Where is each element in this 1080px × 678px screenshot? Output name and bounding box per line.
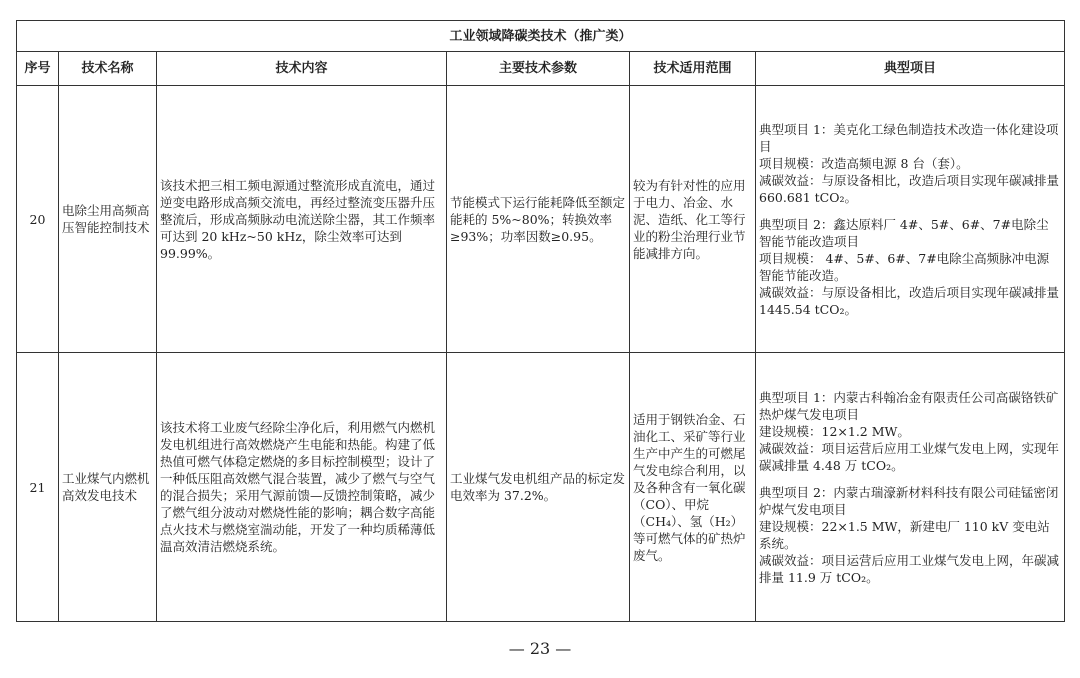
row-typical-projects <box>756 86 1065 353</box>
row-tech-name: 工业煤气内燃机高效发电技术 <box>59 353 157 622</box>
typical-project-block <box>759 216 1061 318</box>
header-tech-content: 技术内容 <box>157 52 447 86</box>
header-scope: 技术适用范围 <box>630 52 756 86</box>
typical-project-block <box>759 484 1061 586</box>
header-tech-name: 技术名称 <box>59 52 157 86</box>
project-title: 典型项目 2：鑫达原料厂 4#、5#、6#、7#电除尘智能节能改造项目 <box>759 216 1049 249</box>
typical-project-block <box>759 121 1061 206</box>
row-scope: 较为有针对性的应用于电力、冶金、水泥、造纸、化工等行业的粉尘治理行业节能减排方向。 <box>630 86 756 353</box>
project-carbon-benefit: 减碳效益：项目运营后应用工业煤气发电上网，实现年碳减排量 4.48 万 tCO₂。 <box>759 440 1060 473</box>
row-tech-name: 电除尘用高频高压智能控制技术 <box>59 86 157 353</box>
table-title: 工业领域降碳类技术（推广类） <box>17 21 1065 52</box>
project-carbon-benefit: 减碳效益：项目运营后应用工业煤气发电上网，年碳减排量 11.9 万 tCO₂。 <box>759 552 1060 585</box>
project-scale: 建设规模：12×1.2 MW。 <box>759 423 910 439</box>
project-scale: 项目规模：改造高频电源 8 台（套）。 <box>759 155 969 171</box>
row-scope: 适用于钢铁冶金、石油化工、采矿等行业生产中产生的可燃尾气发电综合利用，以及各种含有一氧化碳（CO）、甲烷（CH₄）、氢（H₂）等可燃气体的矿热炉废气。 <box>630 353 756 622</box>
table-row <box>17 353 1065 622</box>
project-carbon-benefit: 减碳效益：与原设备相比，改造后项目实现年碳减排量 1445.54 tCO₂。 <box>759 284 1060 317</box>
row-main-params: 工业煤气发电机组产品的标定发电效率为 37.2%。 <box>447 353 630 622</box>
project-scale: 建设规模：22×1.5 MW，新建电厂 110 kV 变电站系统。 <box>759 518 1050 551</box>
row-serial-number: 20 <box>17 86 59 353</box>
table-header-row <box>17 52 1065 86</box>
table-title-row <box>17 21 1065 52</box>
technology-table <box>16 20 1065 622</box>
project-carbon-benefit: 减碳效益：与原设备相比，改造后项目实现年碳减排量 660.681 tCO₂。 <box>759 172 1060 205</box>
project-title: 典型项目 2：内蒙古瑞濠新材料科技有限公司硅锰密闭炉煤气发电项目 <box>759 484 1059 517</box>
document-table-container <box>16 20 1064 622</box>
row-main-params: 节能模式下运行能耗降低至额定能耗的 5%~80%；转换效率≥93%；功率因数≥0.95。 <box>447 86 630 353</box>
header-typical-projects: 典型项目 <box>756 52 1065 86</box>
page-number: — 23 — <box>508 639 572 658</box>
typical-project-block <box>759 389 1061 474</box>
project-scale: 项目规模： 4#、5#、6#、7#电除尘高频脉冲电源智能节能改造。 <box>759 250 1050 283</box>
row-tech-content: 该技术把三相工频电源通过整流形成直流电，通过逆变电路形成高频交流电，再经过整流变压器升压整流后，形成高频脉动电流送除尘器，其工作频率可达到 20 kHz~50 kHz，除尘效率可达到 99.99%。 <box>157 86 447 353</box>
row-typical-projects <box>756 353 1065 622</box>
project-title: 典型项目 1：美克化工绿色制造技术改造一体化建设项目 <box>759 121 1059 154</box>
header-main-params: 主要技术参数 <box>447 52 630 86</box>
row-serial-number: 21 <box>17 353 59 622</box>
row-tech-content: 该技术将工业废气经除尘净化后，利用燃气内燃机发电机组进行高效燃烧产生电能和热能。构建了低热值可燃气体稳定燃烧的多目标控制模型；设计了一种低压阻高效燃气混合装置，减少了燃气与空气的混合损失；采用气源前馈—反馈控制策略，减少了燃气组分波动对燃烧性能的影响；耦合数字高能点火技术与燃烧室湍动能，开发了一种均质稀薄低温高效清洁燃烧系统。 <box>157 353 447 622</box>
header-serial-number: 序号 <box>17 52 59 86</box>
table-row <box>17 86 1065 353</box>
project-title: 典型项目 1：内蒙古科翰冶金有限责任公司高碳铬铁矿热炉煤气发电项目 <box>759 389 1059 422</box>
